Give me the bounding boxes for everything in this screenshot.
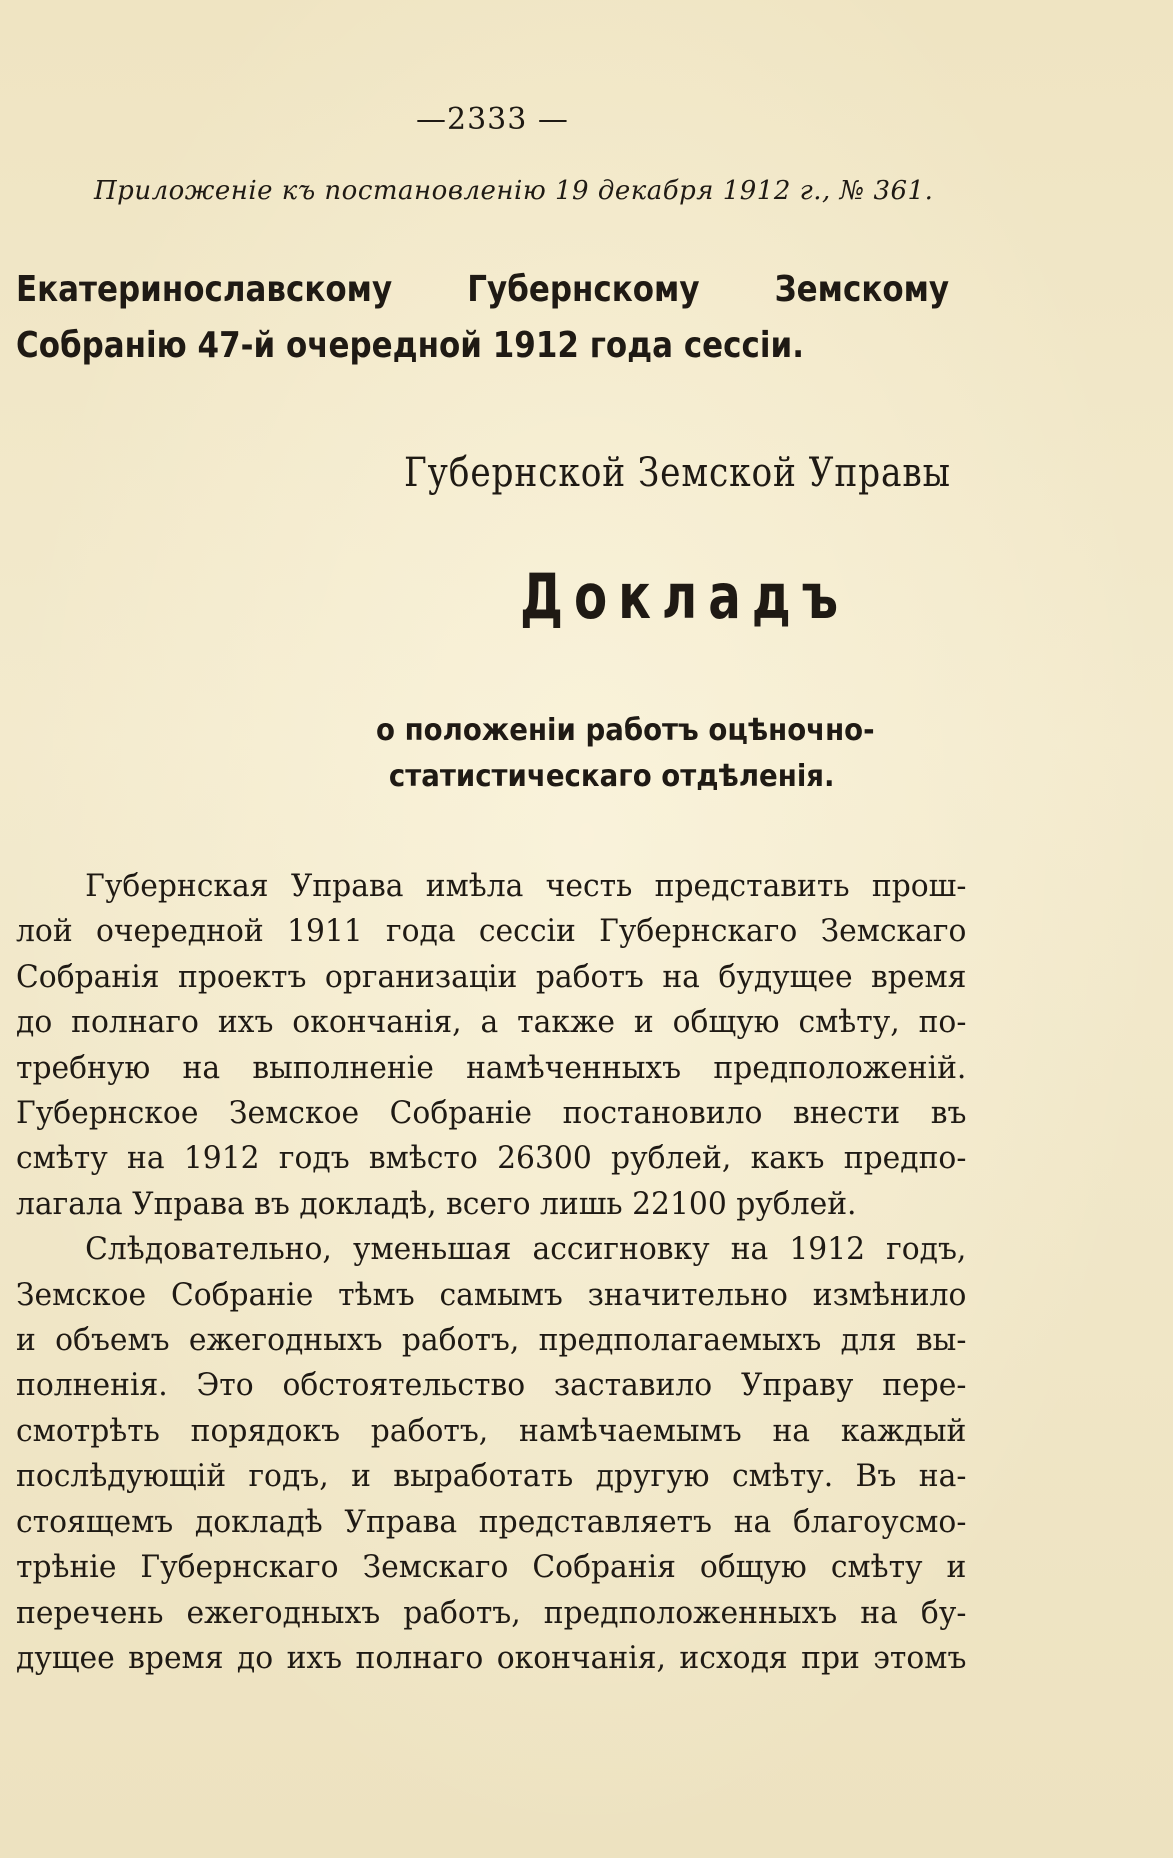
body-line: Земское Собраніе тѣмъ самымъ значительно измѣнило (16, 1276, 967, 1313)
appendix-note: Приложеніе къ постановленію 19 декабря 1912 г., № 361. (94, 176, 934, 206)
subject-line-1: о положеніи работъ оцѣночно- (376, 713, 875, 748)
body-line: дущее время до ихъ полнаго окончанія, исходя при этомъ (16, 1639, 967, 1676)
page-number: —2333 — (416, 102, 569, 137)
body-line: лагала Управа въ докладѣ, всего лишь 22100 рублей. (16, 1185, 857, 1222)
body-line: Собранія проектъ организаціи работъ на будущее время (16, 958, 967, 995)
body-text (16, 864, 967, 1681)
addressee-line-2: Собранію 47-й очередной 1912 года сессіи. (16, 325, 804, 366)
body-line: требную на выполненіе намѣченныхъ предположеній. (16, 1049, 967, 1086)
board-name: Губернской Земской Управы (404, 450, 951, 496)
body-line: и объемъ ежегодныхъ работъ, предполагаемыхъ для вы- (16, 1322, 967, 1359)
body-line: смотрѣть порядокъ работъ, намѣчаемымъ на каждый (16, 1412, 967, 1449)
report-title: Докладъ (520, 560, 850, 633)
body-line: стоящемъ докладѣ Управа представляетъ на благоусмо- (16, 1503, 967, 1540)
body-line: до полнаго ихъ окончанія, а также и общую смѣту, по- (16, 1004, 967, 1041)
subject-line-2: статистическаго отдѣленія. (388, 759, 835, 794)
body-line: Губернская Управа имѣла честь представить прош- (85, 868, 967, 904)
addressee-word: Губернскому (467, 269, 700, 310)
body-line: Слѣдовательно, уменьшая ассигновку на 1912 годъ, (85, 1231, 967, 1268)
body-line: полненія. Это обстоятельство заставило Управу пере- (16, 1367, 967, 1404)
body-line: послѣдующій годъ, и выработать другую смѣту. Въ на- (16, 1458, 967, 1495)
body-line: Губернское Земское Собраніе постановило внести въ (16, 1095, 967, 1132)
body-line: перечень ежегодныхъ работъ, предположенныхъ на бу- (16, 1594, 967, 1631)
addressee-heading (16, 262, 950, 374)
body-line: лой очередной 1911 года сессіи Губернскаго Земскаго (16, 913, 967, 950)
addressee-word: Екатеринославскому (16, 269, 393, 310)
addressee-word: Земскому (774, 269, 950, 310)
report-subject (376, 708, 928, 800)
body-line: смѣту на 1912 годъ вмѣсто 26300 рублей, какъ предпо- (16, 1140, 967, 1177)
body-line: трѣніе Губернскаго Земскаго Собранія общую смѣту и (16, 1549, 967, 1586)
addressee-line-1 (16, 262, 949, 318)
